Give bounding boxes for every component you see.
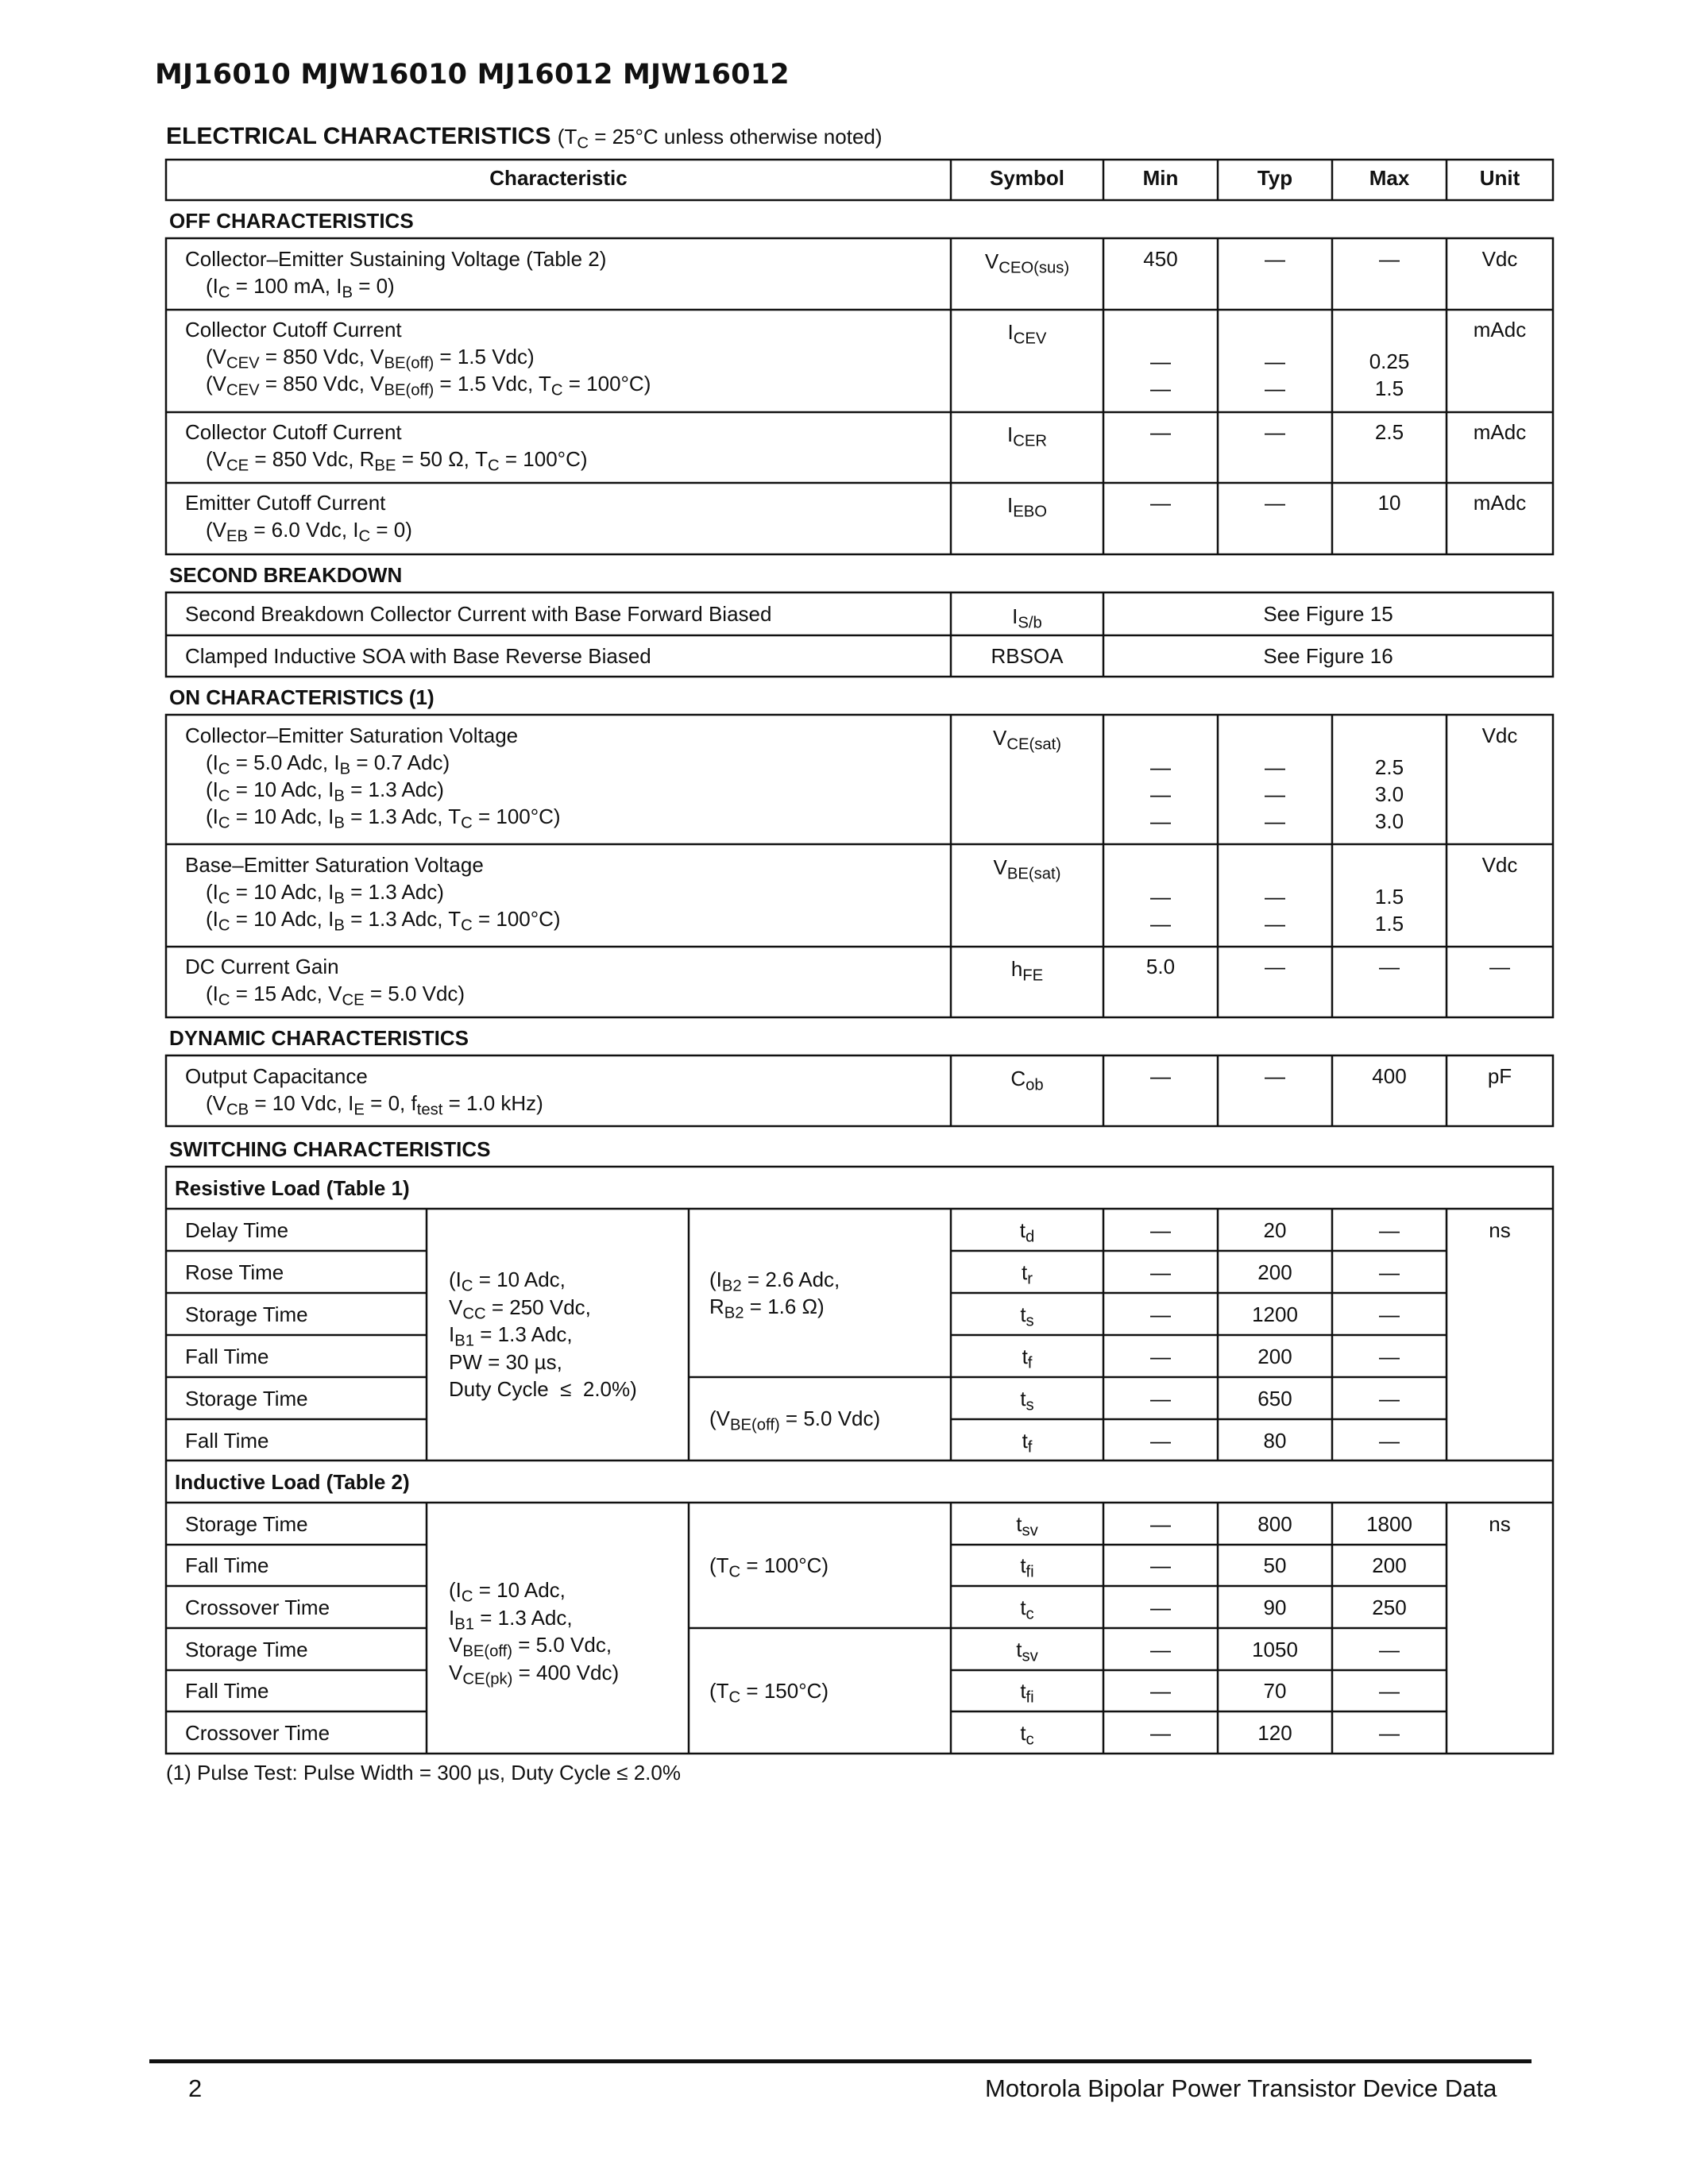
ind-row-6-typ: 120 [1257,1721,1292,1745]
res-row-6-typ: 80 [1263,1429,1287,1453]
iebo-name: Emitter Cutoff Current [185,491,386,515]
icev-typ-2: — [1265,376,1285,400]
vbesat-max-1: 1.5 [1374,885,1404,909]
hfe-min: 5.0 [1145,955,1176,978]
cob-typ: — [1265,1064,1285,1088]
res-row-4-min: — [1150,1345,1171,1368]
vceo-max: — [1379,247,1400,271]
cob-name: Output Capacitance [185,1064,368,1088]
resistive-conditions-3: ($V_{BE(off)} = 5.0$ Vdc) [709,1406,881,1434]
ind-row-1-min: — [1150,1512,1171,1536]
icer-symbol: $I_{CER}$ [1006,423,1048,450]
col-header-characteristic: Characteristic [489,166,628,190]
icer-name: Collector Cutoff Current [185,420,402,444]
vcesat-min-1: — [1150,755,1171,779]
resistive-unit: ns [1489,1218,1511,1242]
res-row-6-min: — [1150,1429,1171,1453]
col-header-unit: Unit [1479,166,1520,190]
ind-row-6-symbol: $t_c$ [1020,1721,1034,1749]
res-row-4-name: Fall Time [185,1345,269,1368]
isb-reference: See Figure 15 [1263,602,1393,626]
icer-max: 2.5 [1374,420,1404,444]
ind-row-5-name: Fall Time [185,1679,269,1703]
res-row-4-typ: 200 [1257,1345,1292,1368]
ind-row-4-min: — [1150,1638,1171,1661]
icev-condition-1: ($V_{CEV} = 850$ Vdc, $V_{BE(off)} = 1.5$ Vdc) [206,345,535,372]
icev-min-2: — [1150,376,1171,400]
section-on: ON CHARACTERISTICS (1) [169,685,435,709]
vbesat-typ-2: — [1265,912,1285,936]
icer-typ: — [1265,420,1285,444]
ind-row-3-name: Crossover Time [185,1596,330,1619]
footer-rule [149,2059,1532,2063]
vbesat-typ-1: — [1265,885,1285,909]
cob-max: 400 [1372,1064,1407,1088]
vbesat-max-2: 1.5 [1374,912,1404,936]
res-row-1-name: Delay Time [185,1218,289,1242]
hfe-typ: — [1265,955,1285,978]
vcesat-max-2: 3.0 [1374,782,1404,806]
res-row-2-symbol: $t_r$ [1022,1260,1033,1288]
cob-unit: pF [1487,1064,1512,1088]
res-row-5-min: — [1150,1387,1171,1410]
vcesat-typ-1: — [1265,755,1285,779]
res-row-1-min: — [1150,1218,1171,1242]
rbsoa-symbol: RBSOA [991,644,1064,668]
resistive-conditions-2: ($I_{B2} = 2.6$ Adc, $R_{B2} = 1.6$ Ω) [709,1268,840,1322]
icer-min: — [1150,420,1171,444]
icev-max-2: 1.5 [1374,376,1404,400]
ind-row-3-typ: 90 [1263,1596,1287,1619]
res-row-3-max: — [1379,1302,1400,1326]
vceo-typ: — [1265,247,1285,271]
col-header-min: Min [1142,166,1179,190]
res-row-2-max: — [1379,1260,1400,1284]
icev-symbol: $I_{CEV}$ [1007,320,1047,348]
res-row-6-symbol: $t_f$ [1022,1429,1033,1457]
res-row-3-symbol: $t_s$ [1020,1302,1034,1330]
vcesat-typ-3: — [1265,809,1285,833]
icev-max-1: 0.25 [1369,349,1410,373]
ind-row-5-symbol: $t_{fi}$ [1020,1679,1034,1707]
vbesat-min-2: — [1150,912,1171,936]
vceo-unit: Vdc [1481,247,1518,271]
resistive-load-title: Resistive Load (Table 1) [175,1176,410,1200]
hfe-max: — [1379,955,1400,978]
rbsoa-name: Clamped Inductive SOA with Base Reverse Biased [185,644,651,668]
isb-name: Second Breakdown Collector Current with Base Forward Biased [185,602,772,626]
ind-row-5-typ: 70 [1263,1679,1287,1703]
vcesat-typ-2: — [1265,782,1285,806]
cob-symbol: $C_{ob}$ [1010,1067,1044,1094]
ind-row-1-max: 1800 [1366,1512,1412,1536]
res-row-5-typ: 650 [1257,1387,1292,1410]
res-row-3-min: — [1150,1302,1171,1326]
rbsoa-reference: See Figure 16 [1263,644,1393,668]
vcesat-max-1: 2.5 [1374,755,1404,779]
ind-row-6-max: — [1379,1721,1400,1745]
icev-name: Collector Cutoff Current [185,318,402,341]
res-row-6-max: — [1379,1429,1400,1453]
icev-condition-2: ($V_{CEV} = 850$ Vdc, $V_{BE(off)} = 1.5$ Vdc, $T_C = 100^\circ C$) [206,372,651,399]
iebo-symbol: $I_{EBO}$ [1006,493,1048,521]
icev-typ-1: — [1265,349,1285,373]
col-header-symbol: Symbol [990,166,1064,190]
col-header-max: Max [1369,166,1410,190]
cob-min: — [1150,1064,1171,1088]
cob-condition: ($V_{CB} = 10$ Vdc, $I_E = 0$, $f_{test} = 1.0$ kHz) [206,1091,543,1119]
vcesat-condition-3: ($I_C = 10$ Adc, $I_B = 1.3$ Adc, $T_C = 100^\circ C$) [206,805,561,832]
res-row-5-name: Storage Time [185,1387,308,1410]
footnote: (1) Pulse Test: Pulse Width = 300 µs, Duty Cycle ≤ 2.0% [166,1761,681,1785]
vbesat-condition-1: ($I_C = 10$ Adc, $I_B = 1.3$ Adc) [206,880,444,908]
inductive-conditions-2: $(T_C = 100^\circ C)$ [709,1553,829,1581]
ind-row-3-min: — [1150,1596,1171,1619]
ind-row-2-min: — [1150,1553,1171,1577]
res-row-1-typ: 20 [1263,1218,1287,1242]
ind-row-6-name: Crossover Time [185,1721,330,1745]
ind-row-1-symbol: $t_{sv}$ [1016,1512,1038,1540]
inductive-load-title: Inductive Load (Table 2) [175,1470,410,1494]
res-row-6-name: Fall Time [185,1429,269,1453]
icer-condition: ($V_{CE} = 850$ Vdc, $R_{BE} = 50$ Ω, $T_C = 100^\circ C$) [206,447,588,475]
vceo-symbol: $V_{CEO(sus)}$ [984,249,1070,277]
table-title-condition: ($T_C = 25^\circ C$ unless otherwise noted) [557,125,883,152]
res-row-4-symbol: $t_f$ [1022,1345,1033,1372]
document-header: MJ16010 MJW16010 MJ16012 MJW16012 [155,59,790,91]
ind-row-2-name: Fall Time [185,1553,269,1577]
ind-row-6-min: — [1150,1721,1171,1745]
vcesat-unit: Vdc [1481,723,1518,747]
section-switching: SWITCHING CHARACTERISTICS [169,1137,491,1161]
res-row-5-symbol: $t_s$ [1020,1387,1034,1414]
vceo-min: 450 [1143,247,1178,271]
res-row-5-max: — [1379,1387,1400,1410]
ind-row-4-max: — [1379,1638,1400,1661]
inductive-conditions-3: $(T_C = 150^\circ C)$ [709,1679,829,1707]
hfe-condition: ($I_C = 15$ Adc, $V_{CE} = 5.0$ Vdc) [206,982,465,1009]
ind-row-3-symbol: $t_c$ [1020,1596,1034,1623]
vcesat-name: Collector–Emitter Saturation Voltage [185,723,519,747]
hfe-symbol: $h_{FE}$ [1010,957,1044,985]
vcesat-condition-1: ($I_C = 5.0$ Adc, $I_B = 0.7$ Adc) [206,751,450,778]
icev-unit: mAdc [1473,318,1527,341]
col-header-typ: Typ [1257,166,1293,190]
iebo-typ: — [1265,491,1285,515]
res-row-2-typ: 200 [1257,1260,1292,1284]
section-off: OFF CHARACTERISTICS [169,209,414,233]
vcesat-symbol: $V_{CE(sat)}$ [992,726,1062,754]
ind-row-1-name: Storage Time [185,1512,308,1536]
vbesat-name: Base–Emitter Saturation Voltage [185,853,484,877]
table-title-text: ELECTRICAL CHARACTERISTICS [166,123,551,149]
iebo-max: 10 [1377,491,1401,515]
hfe-name: DC Current Gain [185,955,339,978]
resistive-conditions-1: ($I_C = 10$ Adc, $V_{CC} = 250$ Vdc, $I_{B1} = 1.3$ Adc, PW = 30 µs, Duty Cycle ≤ 2.0%) [449,1268,637,1401]
vcesat-max-3: 3.0 [1374,809,1404,833]
icev-min-1: — [1150,349,1171,373]
isb-symbol: $I_{S/b}$ [1012,604,1042,632]
vceo-condition: ($I_C = 100$ mA, $I_B = 0$) [206,274,395,302]
ind-row-4-typ: 1050 [1252,1638,1298,1661]
ind-row-5-max: — [1379,1679,1400,1703]
inductive-conditions-1: ($I_C = 10$ Adc, $I_{B1} = 1.3$ Adc, $V_{BE(off)} = 5.0$ Vdc, $V_{CE(pk)} = 400$ Vdc) [449,1578,620,1688]
icer-unit: mAdc [1473,420,1527,444]
page-number: 2 [188,2074,203,2102]
res-row-2-name: Rose Time [185,1260,284,1284]
hfe-unit: — [1489,955,1510,978]
ind-row-5-min: — [1150,1679,1171,1703]
vbesat-symbol: $V_{BE(sat)}$ [993,855,1061,883]
section-second-breakdown: SECOND BREAKDOWN [169,563,403,587]
vcesat-condition-2: ($I_C = 10$ Adc, $I_B = 1.3$ Adc) [206,778,444,805]
ind-row-2-symbol: $t_{fi}$ [1020,1553,1034,1581]
iebo-min: — [1150,491,1171,515]
res-row-3-name: Storage Time [185,1302,308,1326]
res-row-3-typ: 1200 [1252,1302,1298,1326]
ind-row-4-name: Storage Time [185,1638,308,1661]
vceo-name: Collector–Emitter Sustaining Voltage (Table 2) [185,247,607,271]
ind-row-1-typ: 800 [1257,1512,1292,1536]
res-row-2-min: — [1150,1260,1171,1284]
ind-row-3-max: 250 [1372,1596,1407,1619]
ind-row-4-symbol: $t_{sv}$ [1016,1638,1038,1665]
vcesat-min-2: — [1150,782,1171,806]
section-dynamic: DYNAMIC CHARACTERISTICS [169,1026,469,1050]
vcesat-min-3: — [1150,809,1171,833]
iebo-condition: ($V_{EB} = 6.0$ Vdc, $I_C = 0$) [206,518,412,546]
vbesat-unit: Vdc [1481,853,1518,877]
footer-source: Motorola Bipolar Power Transistor Device Data [985,2074,1497,2102]
inductive-unit: ns [1489,1512,1511,1536]
res-row-4-max: — [1379,1345,1400,1368]
iebo-unit: mAdc [1473,491,1527,515]
vbesat-condition-2: ($I_C = 10$ Adc, $I_B = 1.3$ Adc, $T_C = 100^\circ C$) [206,907,561,935]
ind-row-2-typ: 50 [1263,1553,1287,1577]
res-row-1-max: — [1379,1218,1400,1242]
vbesat-min-1: — [1150,885,1171,909]
res-row-1-symbol: $t_d$ [1019,1218,1035,1246]
ind-row-2-max: 200 [1372,1553,1407,1577]
